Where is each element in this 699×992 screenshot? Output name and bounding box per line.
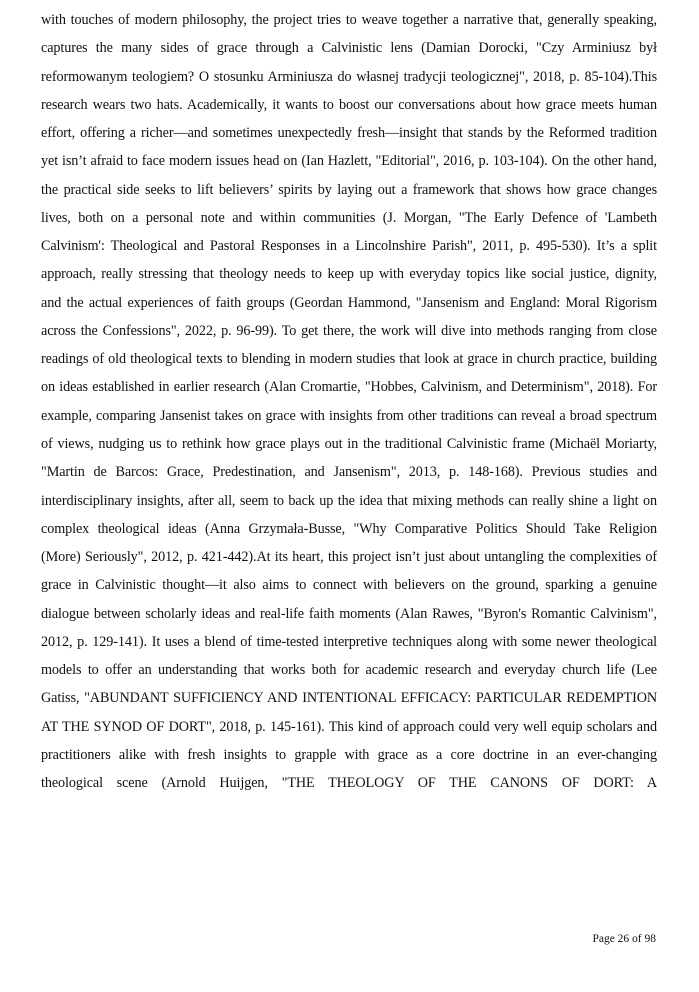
text-line: dialogue between scholarly ideas and real-life faith moments (Alan Rawes, "Byron's Romantic Calvinism", [41, 605, 657, 622]
text-line: across the Confessions", 2022, p. 96-99). To get there, the work will dive into methods ranging from close [41, 322, 657, 339]
text-line: lives, both on a personal note and within communities (J. Morgan, "The Early Defence of 'Lambeth [41, 209, 657, 226]
text-line: with touches of modern philosophy, the project tries to weave together a narrative that, generally speaking, [41, 12, 657, 28]
text-line: captures the many sides of grace through a Calvinistic lens (Damian Dorocki, "Czy Arminiusz był [41, 40, 657, 57]
text-line: Gatiss, "ABUNDANT SUFFICIENCY AND INTENTIONAL EFFICACY: PARTICULAR REDEMPTION [41, 690, 657, 707]
text-line: practitioners alike with fresh insights to grapple with grace as a core doctrine in an ever-changing [41, 746, 657, 763]
text-line: yet isn’t afraid to face modern issues head on (Ian Hazlett, "Editorial", 2016, p. 103-104). On the other hand, [41, 153, 657, 170]
text-line: research wears two hats. Academically, it wants to boost our conversations about how grace meets human [41, 96, 657, 113]
text-line: 2012, p. 129-141). It uses a blend of time-tested interpretive techniques along with some newer theological [41, 633, 657, 650]
text-line: grace in Calvinistic thought—it also aims to connect with believers on the ground, sparking a genuine [41, 577, 657, 594]
text-line: AT THE SYNOD OF DORT", 2018, p. 145-161). This kind of approach could very well equip scholars and [41, 718, 657, 735]
text-line: theological scene (Arnold Huijgen, "THE THEOLOGY OF THE CANONS OF DORT: A [41, 775, 657, 792]
text-line: (More) Seriously", 2012, p. 421-442).At its heart, this project isn’t just about untangling the complexities of [41, 549, 657, 566]
text-line: interdisciplinary insights, after all, seem to back up the idea that mixing methods can really shine a light on [41, 492, 657, 509]
text-line: complex theological ideas (Anna Grzymała-Busse, "Why Comparative Politics Should Take Religion [41, 520, 657, 537]
text-line: example, comparing Jansenist takes on grace with insights from other traditions can reveal a broad spectrum [41, 407, 657, 424]
text-line: Calvinism': Theological and Pastoral Responses in a Lincolnshire Parish", 2011, p. 495-530). It’s a split [41, 238, 657, 255]
text-line: of views, nudging us to rethink how grace plays out in the traditional Calvinistic frame (Michaël Moriarty, [41, 435, 657, 452]
text-line: approach, really stressing that theology needs to keep up with everyday topics like social justice, dignity, [41, 266, 657, 283]
text-line: models to offer an understanding that works both for academic research and everyday church life (Lee [41, 662, 657, 679]
text-line: reformowanym teologiem? O stosunku Arminiusza do własnej tradycji teologicznej", 2018, p. 85-104).This [41, 68, 657, 85]
text-line: and the actual experiences of faith groups (Geordan Hammond, "Jansenism and England: Moral Rigorism [41, 294, 657, 311]
page-number: Page 26 of 98 [592, 933, 656, 945]
text-line: the practical side seeks to lift believers’ spirits by laying out a framework that shows how grace changes [41, 181, 657, 198]
text-line: on ideas established in earlier research (Alan Cromartie, "Hobbes, Calvinism, and Determinism", 2018). For [41, 379, 657, 396]
text-line: readings of old theological texts to blending in modern studies that look at grace in church practice, building [41, 351, 657, 368]
document-body [41, 6, 657, 797]
text-line: "Martin de Barcos: Grace, Predestination, and Jansenism", 2013, p. 148-168). Previous studies and [41, 464, 657, 481]
text-line: effort, offering a richer—and sometimes unexpectedly fresh—insight that stands by the Reformed tradition [41, 125, 657, 142]
